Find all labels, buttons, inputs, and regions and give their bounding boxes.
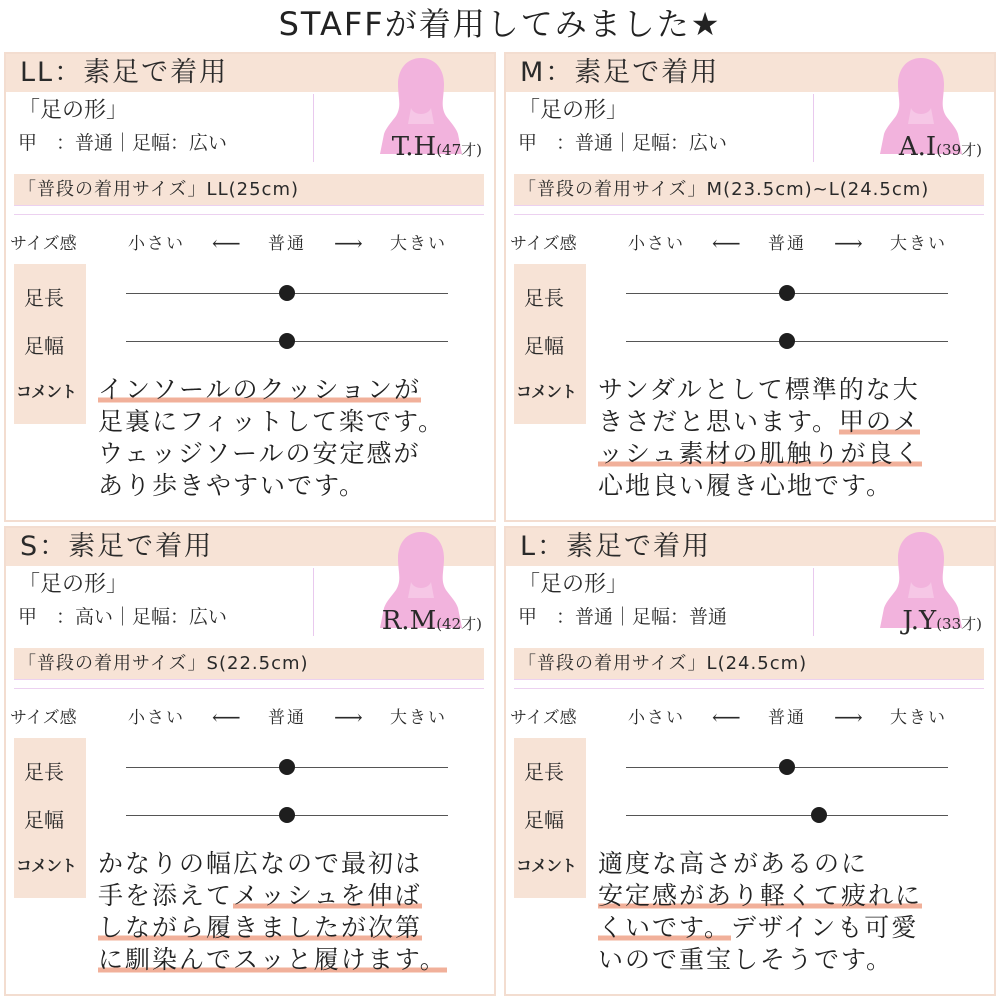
foot-width-label: 足幅	[524, 808, 564, 832]
usual-size-text: 「普段の着用サイズ」LL(25cm)	[18, 179, 299, 200]
comment-line	[598, 374, 994, 406]
page-title: STAFFが着用してみました★	[278, 5, 722, 43]
usual-size-bar	[14, 174, 484, 206]
comment-label: コメント	[516, 382, 577, 401]
foot-shape-detail: 甲 ：普通｜足幅：広い	[518, 132, 728, 154]
foot-length-label: 足長	[24, 286, 64, 310]
comment-line	[598, 912, 994, 944]
arrow-left-icon: ⟵	[212, 231, 241, 255]
staff-card-2	[504, 52, 996, 522]
foot-length-marker	[279, 285, 295, 301]
comment-fragment: あり歩きやすいです。	[98, 471, 367, 500]
foot-shape-detail: 甲 ：普通｜足幅：普通	[518, 606, 728, 628]
foot-width-label: 足幅	[524, 334, 564, 358]
staff-age: (39才)	[936, 141, 982, 159]
staff-card-1	[4, 52, 496, 522]
scale-large-label: 大きい	[390, 234, 447, 254]
foot-length-scale	[626, 293, 948, 294]
comment-fragment: 足裏にフィットして楽です。	[98, 407, 446, 436]
scale-normal-label: 普通	[768, 234, 806, 254]
foot-width-marker	[279, 333, 295, 349]
scale-small-label: 小さい	[628, 708, 685, 728]
comment-label: コメント	[16, 856, 77, 875]
scale-label: サイズ感	[10, 234, 77, 254]
staff-name	[899, 132, 982, 165]
foot-length-scale	[126, 767, 448, 768]
staff-name	[392, 132, 482, 165]
scale-label: サイズ感	[510, 234, 577, 254]
highlighted-text: に馴染んでスッと履けます。	[98, 945, 447, 974]
foot-shape-title: 「足の形」	[518, 98, 629, 123]
staff-initials: A.I	[898, 132, 937, 162]
arrow-right-icon: ⟶	[834, 705, 863, 729]
foot-shape-box	[514, 568, 814, 636]
scale-large-label: 大きい	[890, 708, 947, 728]
arrow-left-icon: ⟵	[712, 705, 741, 729]
arrow-right-icon: ⟶	[334, 705, 363, 729]
comment-line	[98, 912, 494, 944]
arrow-left-icon: ⟵	[212, 705, 241, 729]
usual-size-text: 「普段の着用サイズ」L(24.5cm)	[518, 653, 808, 674]
comment-fragment: 手を添えて	[98, 881, 234, 910]
rating-label-column	[514, 264, 586, 424]
foot-length-label: 足長	[24, 760, 64, 784]
rating-label-column	[14, 738, 86, 898]
foot-shape-title: 「足の形」	[518, 572, 629, 597]
foot-width-marker	[279, 807, 295, 823]
comment-line	[98, 944, 494, 976]
foot-width-scale	[626, 341, 948, 342]
scale-large-label: 大きい	[890, 234, 947, 254]
comment-fragment: 適度な高さがあるのに	[598, 849, 869, 878]
scale-normal-label: 普通	[268, 708, 306, 728]
comment-fragment: ウェッジソールの安定感が	[98, 439, 421, 468]
foot-width-scale	[126, 815, 448, 816]
card-title: S：素足で着用	[20, 531, 214, 562]
comment-text	[98, 848, 494, 976]
comment-line	[98, 406, 494, 438]
staff-initials: R.M	[381, 606, 437, 636]
comment-line	[98, 374, 494, 406]
comment-text	[98, 374, 494, 502]
comment-fragment: きさだと思います。	[598, 407, 840, 436]
comment-line	[598, 470, 994, 502]
foot-width-marker	[811, 807, 827, 823]
staff-name	[382, 606, 482, 639]
divider	[14, 214, 484, 215]
scale-normal-label: 普通	[768, 708, 806, 728]
staff-name	[902, 606, 982, 639]
staff-initials: T.H	[391, 132, 437, 162]
highlighted-text: 甲のメ	[839, 407, 921, 436]
comment-line	[598, 944, 994, 976]
foot-length-marker	[279, 759, 295, 775]
scale-large-label: 大きい	[390, 708, 447, 728]
comment-line	[598, 438, 994, 470]
highlighted-text: しながら履きましたが次第	[98, 913, 423, 942]
comment-line	[98, 848, 494, 880]
highlighted-text: インソールのクッションが	[98, 375, 422, 404]
usual-size-bar	[514, 174, 984, 206]
foot-length-label: 足長	[524, 760, 564, 784]
staff-age: (47才)	[436, 141, 482, 159]
foot-shape-box	[514, 94, 814, 162]
foot-length-label: 足長	[524, 286, 564, 310]
usual-size-text: 「普段の着用サイズ」S(22.5cm)	[18, 653, 309, 674]
highlighted-text: くいです。	[598, 913, 732, 942]
foot-shape-box	[14, 94, 314, 162]
foot-width-scale	[126, 341, 448, 342]
foot-shape-detail: 甲 ：普通｜足幅：広い	[18, 132, 228, 154]
foot-width-marker	[779, 333, 795, 349]
arrow-right-icon: ⟶	[834, 231, 863, 255]
highlighted-text: ッシュ素材の肌触りが良く	[598, 439, 922, 468]
staff-age: (42才)	[436, 615, 482, 633]
staff-card-3	[4, 526, 496, 996]
divider	[514, 214, 984, 215]
staff-age: (33才)	[936, 615, 982, 633]
comment-fragment: かなりの幅広なので最初は	[98, 849, 423, 878]
comment-line	[98, 470, 494, 502]
comment-label: コメント	[516, 856, 577, 875]
foot-length-scale	[626, 767, 948, 768]
comment-fragment: サンダルとして標準的な大	[598, 375, 920, 404]
card-title: M：素足で着用	[520, 57, 720, 88]
scale-small-label: 小さい	[128, 708, 185, 728]
foot-shape-box	[14, 568, 314, 636]
scale-normal-label: 普通	[268, 234, 306, 254]
foot-width-label: 足幅	[24, 808, 64, 832]
comment-label: コメント	[16, 382, 77, 401]
foot-length-marker	[779, 759, 795, 775]
foot-length-scale	[126, 293, 448, 294]
usual-size-bar	[514, 648, 984, 680]
foot-width-label: 足幅	[24, 334, 64, 358]
foot-shape-title: 「足の形」	[18, 572, 129, 597]
comment-line	[598, 848, 994, 880]
scale-label: サイズ感	[10, 708, 77, 728]
arrow-left-icon: ⟵	[712, 231, 741, 255]
card-title: L：素足で着用	[520, 531, 712, 562]
arrow-right-icon: ⟶	[334, 231, 363, 255]
comment-line	[98, 438, 494, 470]
card-title: LL：素足で着用	[20, 57, 229, 88]
foot-shape-detail: 甲 ：高い｜足幅：広い	[18, 606, 228, 628]
highlighted-text: 安定感があり軽くて疲れに	[598, 881, 923, 910]
divider	[514, 688, 984, 689]
scale-label: サイズ感	[510, 708, 577, 728]
comment-fragment: 心地良い履き心地です。	[598, 471, 894, 500]
comment-line	[598, 406, 994, 438]
usual-size-bar	[14, 648, 484, 680]
scale-small-label: 小さい	[128, 234, 185, 254]
foot-length-marker	[779, 285, 795, 301]
comment-fragment: デザインも可愛	[731, 913, 919, 942]
foot-width-scale	[626, 815, 948, 816]
comment-fragment: いので重宝しそうです。	[598, 945, 894, 974]
comment-line	[598, 880, 994, 912]
scale-small-label: 小さい	[628, 234, 685, 254]
highlighted-text: メッシュを伸ば	[233, 881, 422, 910]
comment-text	[598, 374, 994, 502]
divider	[14, 688, 484, 689]
rating-label-column	[514, 738, 586, 898]
staff-initials: J.Y	[902, 606, 937, 636]
staff-card-4	[504, 526, 996, 996]
rating-label-column	[14, 264, 86, 424]
comment-text	[598, 848, 994, 976]
usual-size-text: 「普段の着用サイズ」M(23.5cm)~L(24.5cm)	[518, 179, 930, 200]
comment-line	[98, 880, 494, 912]
foot-shape-title: 「足の形」	[18, 98, 129, 123]
